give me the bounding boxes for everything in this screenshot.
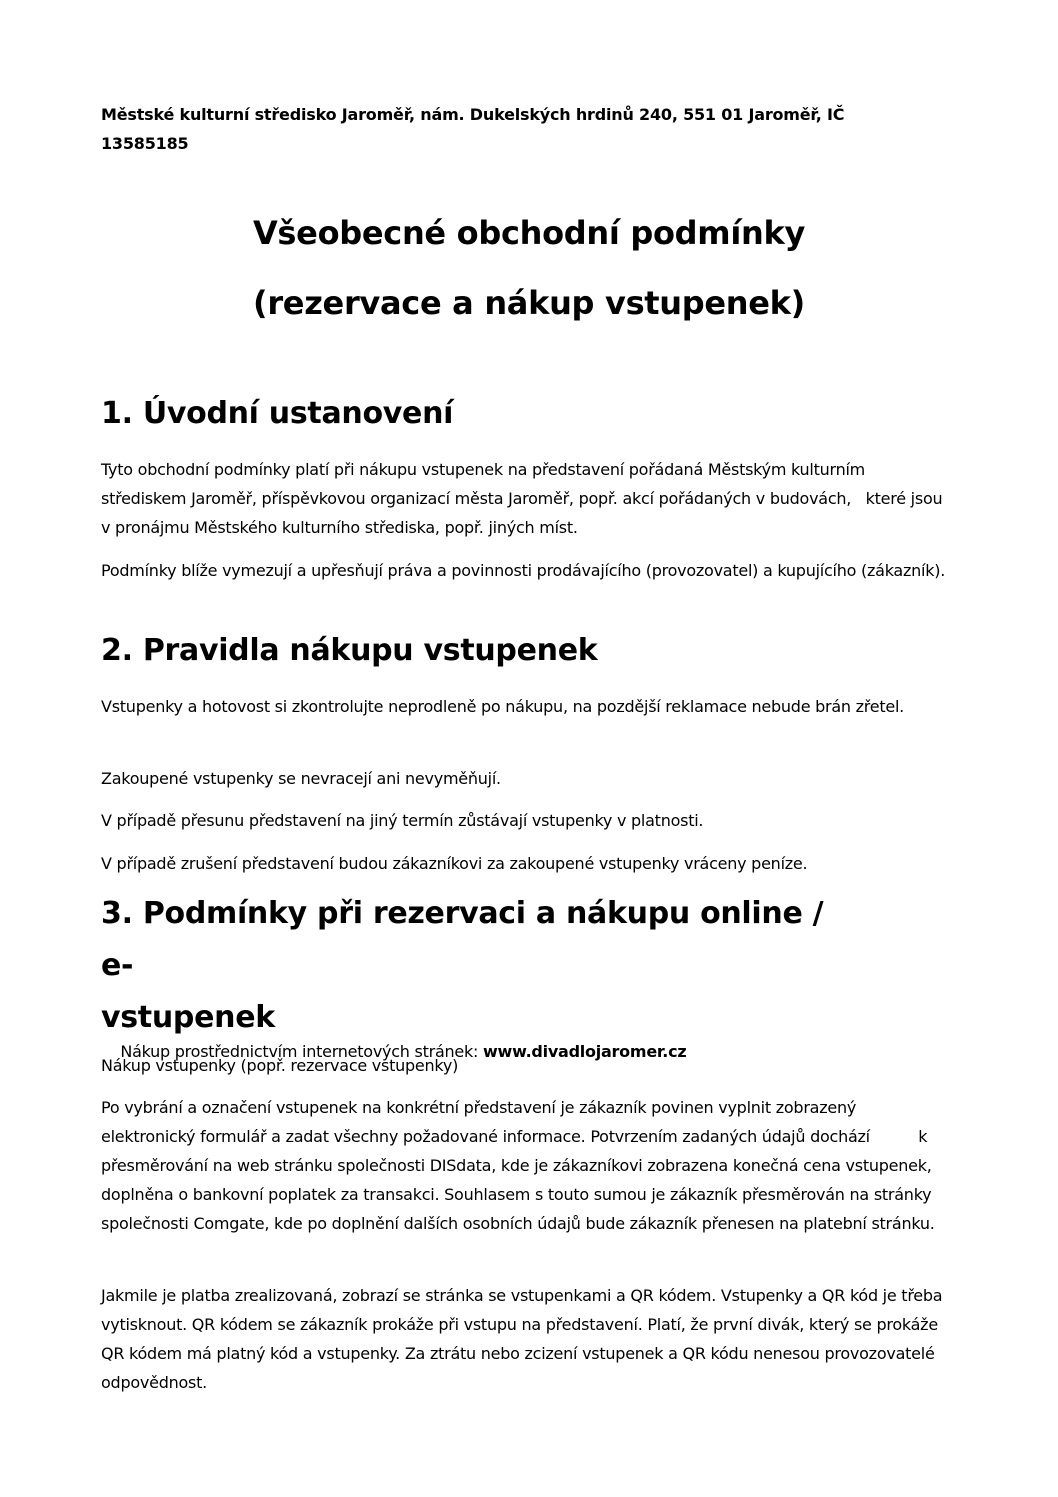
section-3-heading-line-2: vstupenek (101, 1000, 275, 1035)
section-1-paragraph-2: Podmínky blíže vymezují a upřesňují práva a povinnosti prodávajícího (provozovatel) a kupujícího (zákazník). (101, 561, 946, 580)
section-2-paragraph-4: V případě zrušení představení budou zákazníkovi za zakoupené vstupenky vráceny peníze. (101, 854, 808, 873)
online-purchase-label: Nákup prostřednictvím internetových stránek: (120, 1042, 483, 1061)
section-3-paragraph-3: Jakmile je platba zrealizovaná, zobrazí se stránka se vstupenkami a QR kódem. Vstupenky a QR kód je třeba vytisknout. QR kódem se zákazník prokáže při vstupu na představení. Platí, že první divák, který se prokáže QR kódem má platný kód a vstupenky. Za ztrátu nebo zcizení vstupenek a QR kódu nenesou provozovatelé odpovědnost. (101, 1286, 948, 1392)
section-3-paragraph-2: Po vybrání a označení vstupenek na konkrétní představení je zákazník povinen vyplnit zobrazený elektronický formulář a zadat všechny požadované informace. Potvrzením zadaných údajů dochází k přesměrování na web stránku společnosti DISdata, kde je zákazníkovi zobrazena konečná cena vstupenek, doplněna o bankovní poplatek za transakci. Souhlasem s touto sumou je zákazník přesměrován na stránky společnosti Comgate, kde po doplnění dalších osobních údajů bude zákazník přenesen na platební stránku. (101, 1098, 937, 1233)
section-2-paragraph-2: Zakoupené vstupenky se nevracejí ani nevyměňují. (101, 769, 501, 788)
section-3-paragraph-1: Nákup vstupenky (popř. rezervace vstupenky) (101, 1056, 459, 1075)
section-2-paragraph-1: Vstupenky a hotovost si zkontrolujte neprodleně po nákupu, na pozdější reklamace nebude brán zřetel. (101, 697, 905, 716)
document-subtitle: (rezervace a nákup vstupenek) (253, 284, 805, 322)
website-link[interactable]: www.divadlojaromer.cz (483, 1042, 687, 1061)
section-1-heading: 1. Úvodní ustanovení (101, 396, 454, 431)
section-1-paragraph-1: Tyto obchodní podmínky platí při nákupu vstupenek na představení pořádaná Městským kulturním střediskem Jaroměř, příspěvkovou organizací města Jaroměř, popř. akcí pořádaných v budovách, které jsou v pronájmu Městského kulturního střediska, popř. jiných míst. (101, 460, 948, 537)
section-3-heading-line-1: 3. Podmínky při rezervaci a nákupu online / e- (101, 896, 824, 983)
document-title: Všeobecné obchodní podmínky (252, 214, 806, 252)
section-2-heading: 2. Pravidla nákupu vstupenek (101, 633, 598, 668)
section-2-paragraph-3: V případě přesunu představení na jiný termín zůstávají vstupenky v platnosti. (101, 811, 704, 830)
organization-header: Městské kulturní středisko Jaroměř, nám. Dukelských hrdinů 240, 551 01 Jaroměř, IČ 13585185 (101, 105, 845, 153)
